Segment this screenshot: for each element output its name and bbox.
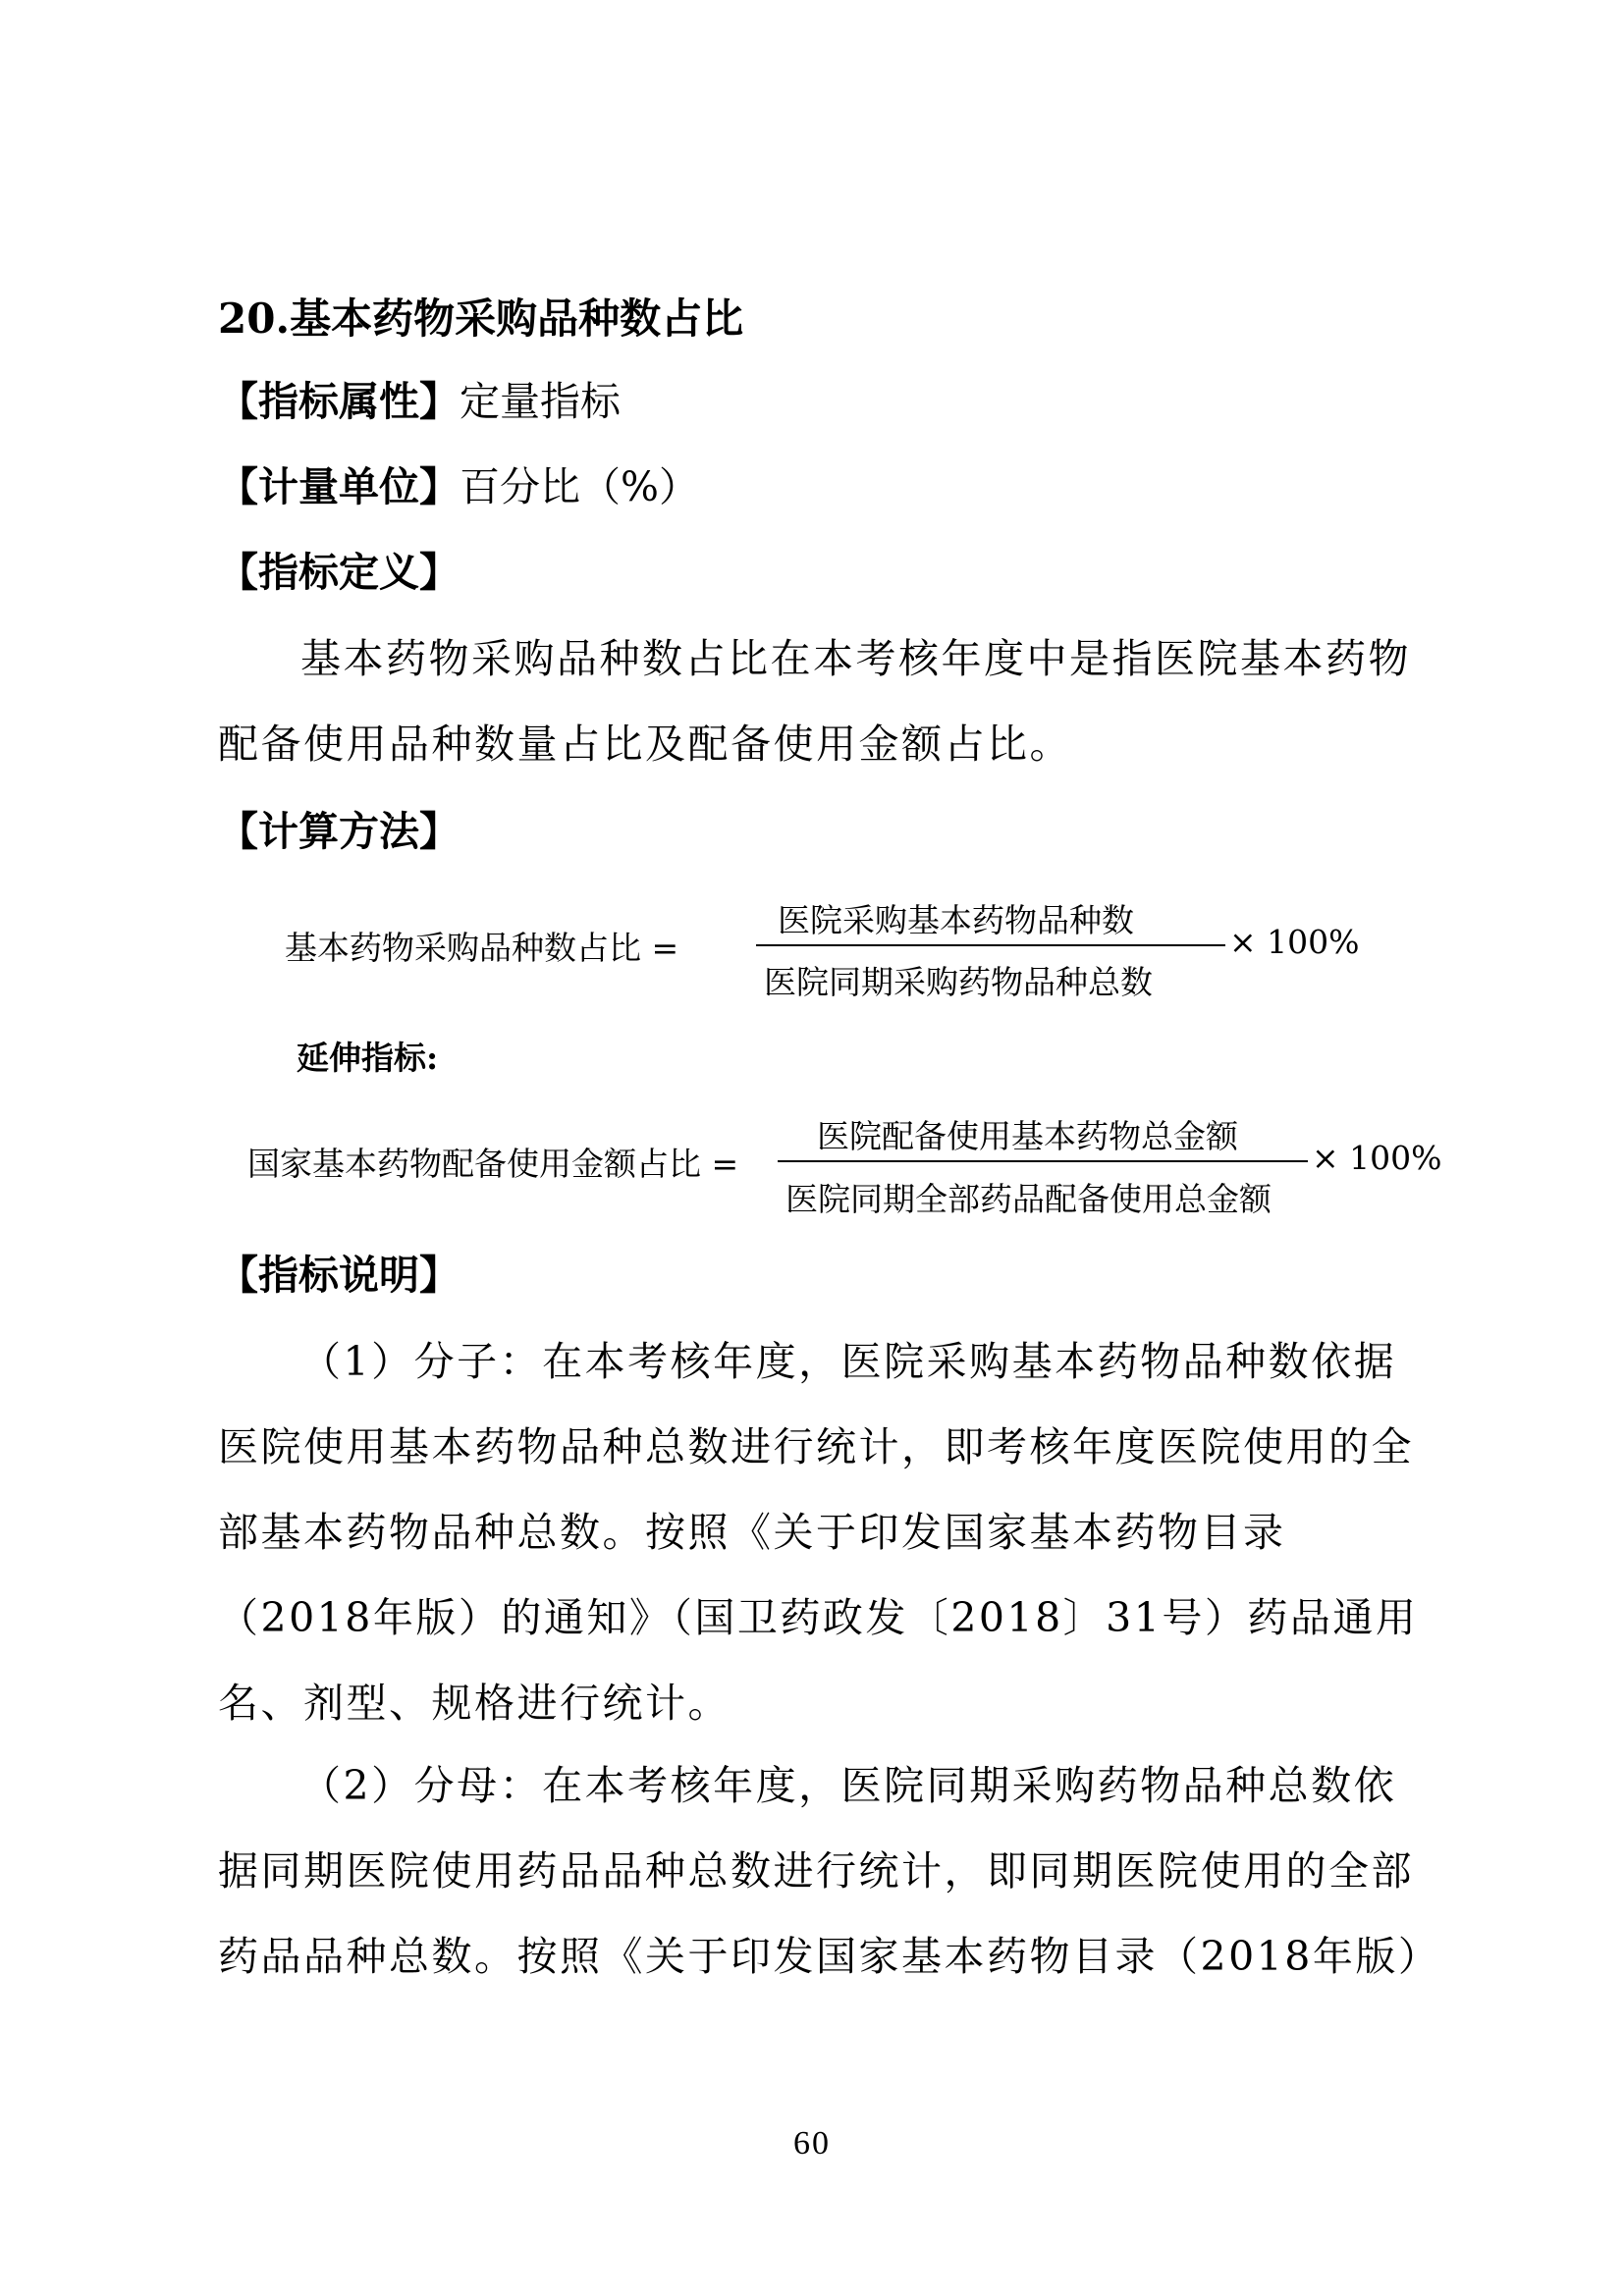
definition-paragraph bbox=[218, 616, 1435, 787]
definition-label: 【指标定义】 bbox=[218, 549, 460, 596]
explanation-paragraph-2 bbox=[218, 1743, 1441, 2000]
method-label-row bbox=[218, 803, 460, 860]
attribute-row bbox=[218, 373, 621, 430]
section-heading: 20.基本药物采购品种数占比 bbox=[218, 294, 744, 343]
formula-1-lhs: 基本药物采购品种数占比 = bbox=[285, 929, 679, 967]
explanation-paragraph-1 bbox=[218, 1319, 1435, 1746]
formula-2-numerator: 医院配备使用基本药物总金额 bbox=[817, 1117, 1238, 1155]
explanation-p1-text: （1）分子：在本考核年度，医院采购基本药物品种数依据医院使用基本药物品种总数进行统计，即考核年度医院使用的全部基本药物品种总数。按照《关于印发国家基本药物目录（2018年版）的通知》（国卫药政发〔2018〕31号）药品通用名、剂型、规格进行统计。 bbox=[218, 1338, 1419, 1727]
formula-1-fraction-bar bbox=[756, 944, 1225, 946]
unit-value: 百分比（%） bbox=[460, 463, 699, 510]
extension-label: 延伸指标: bbox=[297, 1039, 439, 1077]
attribute-value: 定量指标 bbox=[460, 378, 621, 425]
page-number: 60 bbox=[793, 2125, 831, 2162]
formula-1-multiplier: × 100% bbox=[1229, 923, 1360, 961]
method-label: 【计算方法】 bbox=[218, 808, 460, 855]
formula-1-numerator: 医院采购基本药物品种数 bbox=[778, 901, 1134, 939]
formula-2-multiplier: × 100% bbox=[1312, 1139, 1442, 1177]
unit-label: 【计量单位】 bbox=[218, 463, 460, 510]
definition-label-row bbox=[218, 544, 460, 601]
explanation-p2-text: （2）分母：在本考核年度，医院同期采购药物品种总数依据同期医院使用药品品种总数进行统计，即同期医院使用的全部药品品种总数。按照《关于印发国家基本药物目录（2018年版） bbox=[218, 1762, 1441, 1980]
definition-text: 基本药物采购品种数占比在本考核年度中是指医院基本药物配备使用品种数量占比及配备使用金额占比。 bbox=[218, 635, 1411, 768]
explanation-label: 【指标说明】 bbox=[218, 1252, 460, 1299]
formula-2-denominator: 医院同期全部药品配备使用总金额 bbox=[785, 1180, 1272, 1218]
explanation-label-row bbox=[218, 1247, 460, 1304]
attribute-label: 【指标属性】 bbox=[218, 378, 460, 425]
formula-2-fraction-bar bbox=[778, 1160, 1308, 1162]
formula-1-denominator: 医院同期采购药物品种总数 bbox=[764, 963, 1153, 1001]
unit-row bbox=[218, 458, 699, 515]
formula-2-lhs: 国家基本药物配备使用金额占比 = bbox=[247, 1145, 739, 1183]
